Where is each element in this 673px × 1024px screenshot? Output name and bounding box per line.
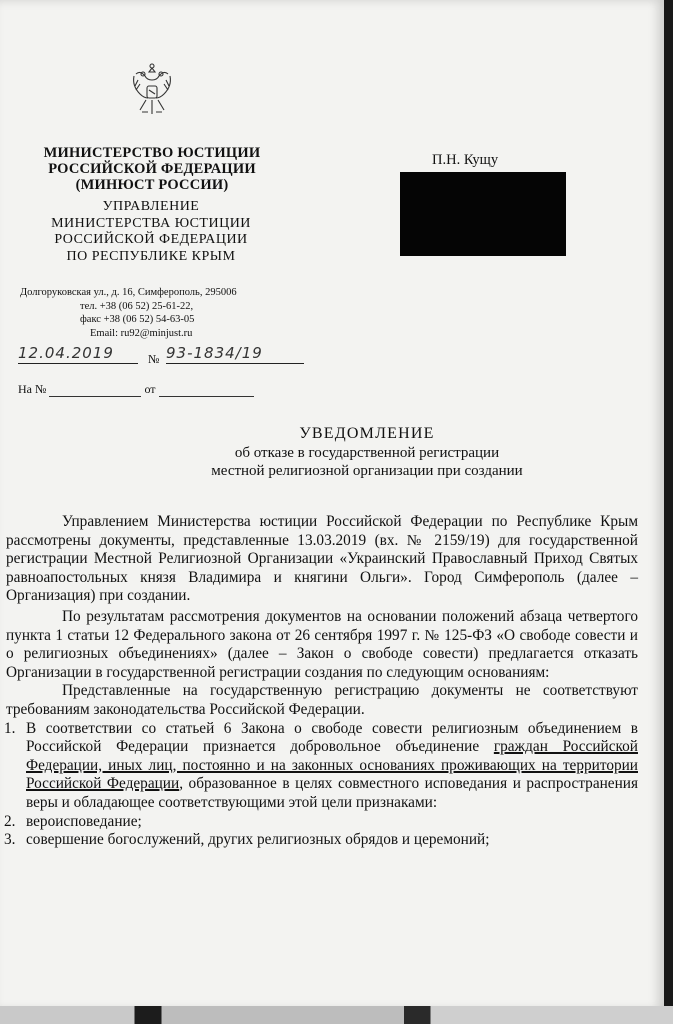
address-email: Email: ru92@minjust.ru: [90, 327, 193, 339]
address-block: [20, 286, 290, 340]
ministry-header: [34, 145, 270, 193]
paragraph-noncompliance: Представленные на государственную регистрацию документы не соответствуют требованиям законодательства Российской Федерации.: [6, 682, 638, 718]
list-item-number: 2.: [4, 812, 16, 830]
directorate-line: УПРАВЛЕНИЕ: [102, 199, 200, 214]
reference-line: [18, 382, 308, 397]
list-item-number: 1.: [4, 719, 16, 737]
page-edge-shadow: [664, 0, 673, 1024]
title-subtitle-1: об отказе в государственной регистрации: [234, 445, 500, 461]
paragraph-intro: Управлением Министерства юстиции Российской Федерации по Республике Крым рассмотрены документы, представленные 13.03.2019 (вх. № 2159/19) для государственной регистрации Местной Религиозной Организации «Украинский Православный Приход Святых равноапостольных князя Владимира и княгини Ольги». Город Симферополь (далее – Организация) при создании.: [6, 513, 638, 605]
reference-number-blank: [49, 384, 141, 397]
bottom-page-edge: [0, 1006, 673, 1024]
directorate-header: [40, 199, 262, 265]
document-title: [0, 424, 664, 480]
directorate-line: ПО РЕСПУБЛИКЕ КРЫМ: [66, 248, 236, 264]
registration-number-label: №: [148, 352, 160, 366]
reference-date-label: от: [144, 382, 156, 396]
title-subtitle-2: местной религиозной организации при создании: [211, 463, 523, 479]
underlined-text: граждан Российской Федерации, иных лиц, постоянно и на законных основаниях проживающих на территории Российской Федерации: [26, 738, 638, 793]
list-item: [4, 812, 638, 832]
list-item-text: В соответствии со статьей 6 Закона о свободе совести религиозным объединением в Российской Федерации признается добровольное объединение: [26, 719, 638, 756]
recipient-name: П.Н. Кущу: [432, 152, 499, 168]
registration-date: 12.04.2019: [18, 344, 138, 364]
directorate-line: МИНИСТЕРСТВА ЮСТИЦИИ: [51, 215, 251, 231]
address-fax: факс +38 (06 52) 54-63-05: [80, 314, 195, 325]
document-body: [6, 513, 638, 850]
address-street: Долгоруковская ул., д. 16, Симферополь, 295006: [20, 287, 237, 298]
reference-date-blank: [159, 384, 254, 397]
list-item-number: 3.: [4, 831, 16, 849]
ministry-line: МИНИСТЕРСТВО ЮСТИЦИИ: [43, 145, 261, 161]
list-item-text: , образованное в целях совместного исповедания и распространения веры и обладающее соответствующими этой цели признаками:: [26, 775, 639, 811]
paragraph-grounds: По результатам рассмотрения документов на основании положений абзаца четвертого пункта 1 статьи 12 Федерального закона от 26 сентября 1997 г. № 125-ФЗ «О свободе совести и о религиозных объединениях» (далее – Закон о свободе совести) предлагается отказать Организации в государственной регистрации создания по следующим основаниям:: [6, 607, 638, 681]
address-phone: тел. +38 (06 52) 25-61-22,: [80, 300, 194, 312]
list-item: [4, 719, 639, 813]
registration-line: [18, 344, 308, 370]
ministry-line: (МИНЮСТ РОССИИ): [75, 177, 229, 193]
reference-number-label: На №: [18, 382, 47, 396]
list-item-text: совершение богослужений, других религиозных обрядов и церемоний;: [26, 831, 490, 849]
numbered-list: [6, 720, 638, 850]
title-heading: УВЕДОМЛЕНИЕ: [299, 425, 435, 442]
registration-number: 93-1834/19: [166, 344, 304, 364]
list-item: [4, 831, 638, 850]
redacted-address-block: [400, 172, 566, 256]
directorate-line: РОССИЙСКОЙ ФЕДЕРАЦИИ: [54, 232, 248, 247]
ministry-line: РОССИЙСКОЙ ФЕДЕРАЦИИ: [48, 161, 256, 177]
coat-of-arms-icon: [128, 62, 176, 120]
list-item-text: вероисповедание;: [26, 812, 142, 830]
